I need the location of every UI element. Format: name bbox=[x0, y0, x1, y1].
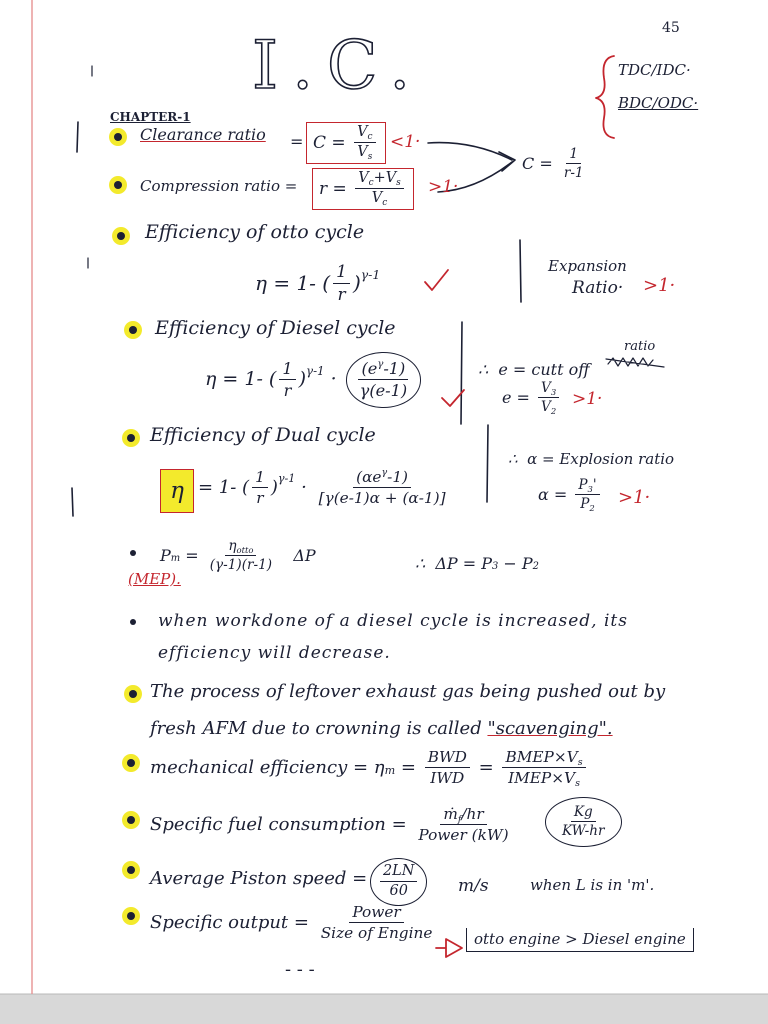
numerator bbox=[440, 805, 486, 825]
fraction bbox=[575, 477, 599, 513]
fraction bbox=[415, 805, 511, 845]
formula-text: ) bbox=[298, 367, 307, 390]
denominator bbox=[427, 768, 467, 787]
pressure-rise-formula: ∴ ΔP = P $_3$ − P $_2$ bbox=[415, 554, 539, 573]
piston-speed-unit: m/s bbox=[458, 876, 489, 896]
subscript: s bbox=[396, 177, 401, 188]
chapter-heading: CHAPTER-1 bbox=[110, 110, 191, 124]
numerator bbox=[425, 748, 470, 768]
formula-text: 1 bbox=[569, 146, 579, 162]
dual-efficiency-label: Efficiency of Dual cycle bbox=[150, 424, 376, 446]
subscript: 3 bbox=[550, 386, 557, 397]
formula-text: 60 bbox=[389, 883, 408, 900]
subscript: f bbox=[457, 813, 462, 825]
denominator bbox=[387, 882, 411, 900]
bullet-highlighted bbox=[127, 866, 135, 874]
piston-speed-formula bbox=[370, 858, 427, 906]
subscript: s bbox=[577, 756, 583, 768]
compression-limit: >1· bbox=[428, 177, 459, 197]
dual-eta-highlight: η bbox=[160, 469, 194, 513]
fraction bbox=[559, 804, 608, 840]
denominator bbox=[577, 495, 598, 512]
mep-formula: P $_m$ = $\frac{\eta_{otto}}{(\gamma-1)(r-1)}$ ΔP bbox=[160, 538, 316, 574]
formula-text: BWD bbox=[427, 748, 467, 766]
workdone-note-line1: when workdone of a diesel cycle is increased, its bbox=[158, 611, 628, 631]
formula-text: -1) bbox=[387, 468, 409, 486]
clearance-compression-relation bbox=[522, 146, 590, 182]
formula-text: = bbox=[472, 756, 500, 778]
formula-text: r bbox=[337, 285, 346, 306]
formula-text: Specific fuel consumption = bbox=[150, 813, 413, 835]
footer-dashes: - - - bbox=[285, 959, 315, 980]
formula-text: BMEP×V bbox=[505, 748, 578, 766]
scavenging-note-line1: The process of leftover exhaust gas being pushed out by bbox=[150, 681, 666, 702]
page-title: I.C. bbox=[252, 27, 425, 104]
denominator bbox=[505, 768, 583, 790]
formula-text: 1 bbox=[336, 262, 347, 282]
bullet-highlighted bbox=[127, 759, 135, 767]
numerator bbox=[538, 380, 559, 398]
denominator bbox=[316, 488, 449, 507]
subscript: s bbox=[367, 152, 373, 163]
workdone-note-line2: efficiency will decrease. bbox=[158, 643, 391, 663]
ratio-correction: ratio bbox=[624, 339, 656, 354]
formula-text: = bbox=[180, 545, 204, 565]
formula-text: 1 bbox=[255, 468, 265, 486]
cutoff-ratio-formula bbox=[502, 380, 562, 416]
subscript: otto bbox=[236, 544, 254, 555]
compression-ratio-label: Compression ratio = bbox=[140, 177, 298, 195]
curly-brace bbox=[596, 56, 614, 138]
bullet bbox=[130, 619, 136, 625]
fraction bbox=[502, 748, 585, 788]
formula-text: -1) bbox=[383, 359, 406, 378]
equals-sign: = bbox=[290, 132, 304, 151]
scavenging-term: "scavenging". bbox=[487, 718, 613, 739]
formula-text: 2LN bbox=[383, 863, 415, 879]
numerator bbox=[358, 359, 408, 380]
formula-text: α = bbox=[538, 484, 573, 504]
fraction bbox=[316, 468, 449, 508]
denominator bbox=[559, 822, 608, 839]
fraction bbox=[346, 352, 422, 408]
dual-efficiency-formula: = 1- ( $\frac{1}{r}$ ) $^{\gamma-1}$ · $\frac{(\alpha e^\gamma-1)}{[\gamma(e-1)\alpha + (\alpha-1)]}$ bbox=[198, 468, 452, 508]
subscript: 2 bbox=[589, 502, 595, 513]
piston-speed-condition: when L is in 'm'. bbox=[530, 876, 655, 894]
formula-text: ' bbox=[592, 477, 597, 493]
formula-text: r bbox=[256, 489, 264, 508]
formula-text: IMEP×V bbox=[508, 769, 576, 788]
subscript: s bbox=[575, 778, 580, 790]
fraction bbox=[425, 748, 470, 788]
formula-text: = 1- ( bbox=[198, 476, 250, 498]
denominator bbox=[207, 556, 275, 573]
numerator bbox=[566, 146, 581, 164]
numerator bbox=[380, 863, 417, 882]
scavenging-note-line2 bbox=[150, 719, 613, 740]
numerator bbox=[333, 262, 350, 284]
formula-text: (γ-1)(r-1) bbox=[209, 557, 273, 574]
formula-text: η = 1- ( bbox=[255, 271, 331, 296]
fraction bbox=[354, 124, 375, 162]
numerator bbox=[355, 170, 404, 189]
mep-tag: (MEP). bbox=[128, 570, 181, 588]
formula-text: P bbox=[160, 545, 171, 565]
cutoff-ratio-definition: ∴ e = cutt off bbox=[478, 360, 590, 379]
fraction bbox=[279, 359, 295, 401]
fraction bbox=[561, 146, 587, 182]
denominator bbox=[318, 923, 436, 942]
formula-text: mechanical efficiency = η bbox=[150, 756, 385, 778]
numerator bbox=[353, 468, 411, 488]
formula-text: /hr bbox=[461, 805, 484, 823]
formula-text: C = bbox=[313, 132, 352, 153]
bullet-highlighted bbox=[127, 816, 135, 824]
formula-text: V bbox=[371, 190, 383, 207]
formula-text: V bbox=[357, 124, 368, 140]
denominator bbox=[415, 825, 511, 844]
cutoff-limit: >1· bbox=[572, 389, 603, 409]
formula-text: KW-hr bbox=[562, 823, 605, 840]
formula-text: ) bbox=[270, 476, 278, 498]
subscript: c bbox=[367, 131, 373, 142]
bullet-highlighted bbox=[117, 232, 125, 240]
numerator bbox=[502, 748, 585, 768]
strike-scribble bbox=[606, 358, 664, 367]
formula-text: γ(e-1) bbox=[359, 381, 408, 401]
fraction bbox=[333, 262, 350, 306]
separator-line bbox=[461, 322, 462, 424]
fraction bbox=[318, 903, 436, 943]
dead-centre-bottom: BDC/ODC· bbox=[618, 94, 699, 112]
scanner-bed-strip bbox=[0, 994, 768, 1024]
formula-text: P bbox=[578, 477, 588, 493]
separator-line bbox=[520, 240, 521, 302]
formula-text: · bbox=[295, 476, 313, 498]
otto-efficiency-formula: η = 1- ( $\frac{1}{r}$ ) $^{\gamma-1}$ bbox=[255, 262, 381, 306]
bullet-highlighted bbox=[127, 434, 135, 442]
bullet-highlighted bbox=[129, 326, 137, 334]
formula-text: Power (kW) bbox=[418, 826, 509, 845]
expansion-ratio-line2: Ratio· bbox=[572, 278, 624, 298]
explosion-limit: >1· bbox=[618, 487, 651, 508]
numerator bbox=[571, 804, 596, 822]
formula-text: Kg bbox=[573, 804, 593, 820]
formula-text: − P bbox=[498, 554, 533, 573]
margin-tick bbox=[72, 488, 73, 516]
specific-output-formula bbox=[150, 903, 438, 943]
otto-efficiency-label: Efficiency of otto cycle bbox=[145, 221, 365, 243]
superscript: γ bbox=[381, 466, 388, 478]
fraction bbox=[355, 170, 404, 208]
formula-text: V bbox=[541, 380, 551, 396]
margin-tick bbox=[77, 122, 78, 152]
page-number: 45 bbox=[662, 20, 680, 36]
bullet-highlighted bbox=[114, 181, 122, 189]
formula-text: V bbox=[357, 144, 368, 161]
scavenging-note-text: fresh AFM due to crowning is called bbox=[150, 718, 488, 739]
subscript: 2 bbox=[550, 405, 557, 416]
fraction bbox=[538, 380, 559, 416]
formula-text: Power bbox=[352, 903, 401, 921]
sfc-formula bbox=[150, 805, 515, 845]
sfc-unit bbox=[545, 797, 622, 847]
clearance-limit: <1· bbox=[390, 132, 421, 152]
mechanical-efficiency-formula: mechanical efficiency = η $_m$ = $\frac{\text{BWD}}{\text{IWD}}$ = $\frac{BMEP\times V_s}{IMEP\times V_s}$ bbox=[150, 748, 589, 788]
formula-text: ) bbox=[352, 271, 361, 296]
formula-text: Size of Engine bbox=[320, 924, 433, 943]
diesel-efficiency-label: Efficiency of Diesel cycle bbox=[155, 317, 396, 339]
formula-text: η bbox=[228, 538, 237, 554]
formula-text: V bbox=[541, 399, 551, 416]
numerator bbox=[225, 538, 256, 556]
arrow-curve bbox=[428, 143, 512, 160]
numerator bbox=[575, 477, 599, 495]
numerator bbox=[349, 903, 403, 923]
formula-text: ΔP bbox=[278, 545, 316, 565]
subscript: c bbox=[368, 177, 374, 188]
separator-line bbox=[487, 425, 488, 502]
formula-text: (αe bbox=[356, 468, 382, 486]
denominator bbox=[369, 189, 390, 207]
clearance-ratio-formula bbox=[306, 122, 386, 164]
formula-text: e = bbox=[502, 387, 536, 407]
bullet bbox=[130, 550, 136, 556]
fraction bbox=[207, 538, 275, 574]
bullet-highlighted bbox=[114, 133, 122, 141]
denominator bbox=[354, 143, 375, 161]
denominator bbox=[561, 164, 587, 181]
formula-text: = bbox=[395, 756, 422, 778]
denominator bbox=[334, 284, 348, 305]
formula-text: r-1 bbox=[563, 165, 584, 182]
check-mark bbox=[425, 270, 448, 290]
formula-text: 1 bbox=[282, 359, 293, 378]
formula-text: r = bbox=[319, 178, 353, 199]
dead-centre-top: TDC/IDC· bbox=[618, 61, 691, 79]
formula-text: [γ(e-1)α + (α-1)] bbox=[318, 489, 446, 508]
diesel-efficiency-formula: η = 1- ( $\frac{1}{r}$ ) $^{\gamma-1}$ · $\frac{(e^\gamma-1)}{\gamma(e-1)}$ bbox=[205, 352, 424, 408]
formula-text: (e bbox=[361, 359, 378, 378]
subscript: c bbox=[382, 198, 388, 209]
formula-text: P bbox=[580, 496, 590, 513]
formula-text: C = bbox=[522, 153, 558, 173]
formula-text: r bbox=[283, 381, 292, 401]
numerator bbox=[252, 468, 268, 488]
engine-comparison: otto engine > Diesel engine bbox=[466, 928, 694, 952]
formula-text: V bbox=[358, 170, 369, 186]
expansion-ratio-line1: Expansion bbox=[548, 257, 627, 275]
formula-text: IWD bbox=[430, 769, 465, 788]
expansion-limit: >1· bbox=[643, 275, 676, 296]
formula-text: ṁ bbox=[443, 805, 458, 823]
explosion-ratio-formula bbox=[538, 477, 603, 513]
formula-text: +V bbox=[373, 170, 397, 186]
explosion-ratio-definition: ∴ α = Explosion ratio bbox=[508, 450, 675, 468]
bullet-highlighted bbox=[129, 690, 137, 698]
formula-text: Specific output = bbox=[150, 911, 315, 933]
piston-speed-label: Average Piston speed = bbox=[150, 868, 368, 889]
denominator bbox=[281, 380, 295, 400]
bullet-highlighted bbox=[127, 912, 135, 920]
compression-ratio-formula bbox=[312, 168, 414, 210]
fraction bbox=[380, 863, 417, 901]
denominator bbox=[357, 380, 411, 400]
fraction bbox=[252, 468, 268, 508]
formula-text: · bbox=[324, 367, 343, 390]
numerator bbox=[279, 359, 295, 380]
formula-text: ∴ ΔP = P bbox=[415, 554, 493, 573]
denominator bbox=[538, 398, 559, 415]
formula-text: η = 1- ( bbox=[205, 367, 277, 390]
comparison-arrow bbox=[436, 939, 462, 957]
superscript: γ bbox=[377, 358, 384, 370]
denominator bbox=[253, 488, 266, 507]
numerator bbox=[354, 124, 375, 143]
clearance-ratio-label: Clearance ratio bbox=[140, 125, 266, 144]
subscript: 3 bbox=[587, 483, 593, 494]
